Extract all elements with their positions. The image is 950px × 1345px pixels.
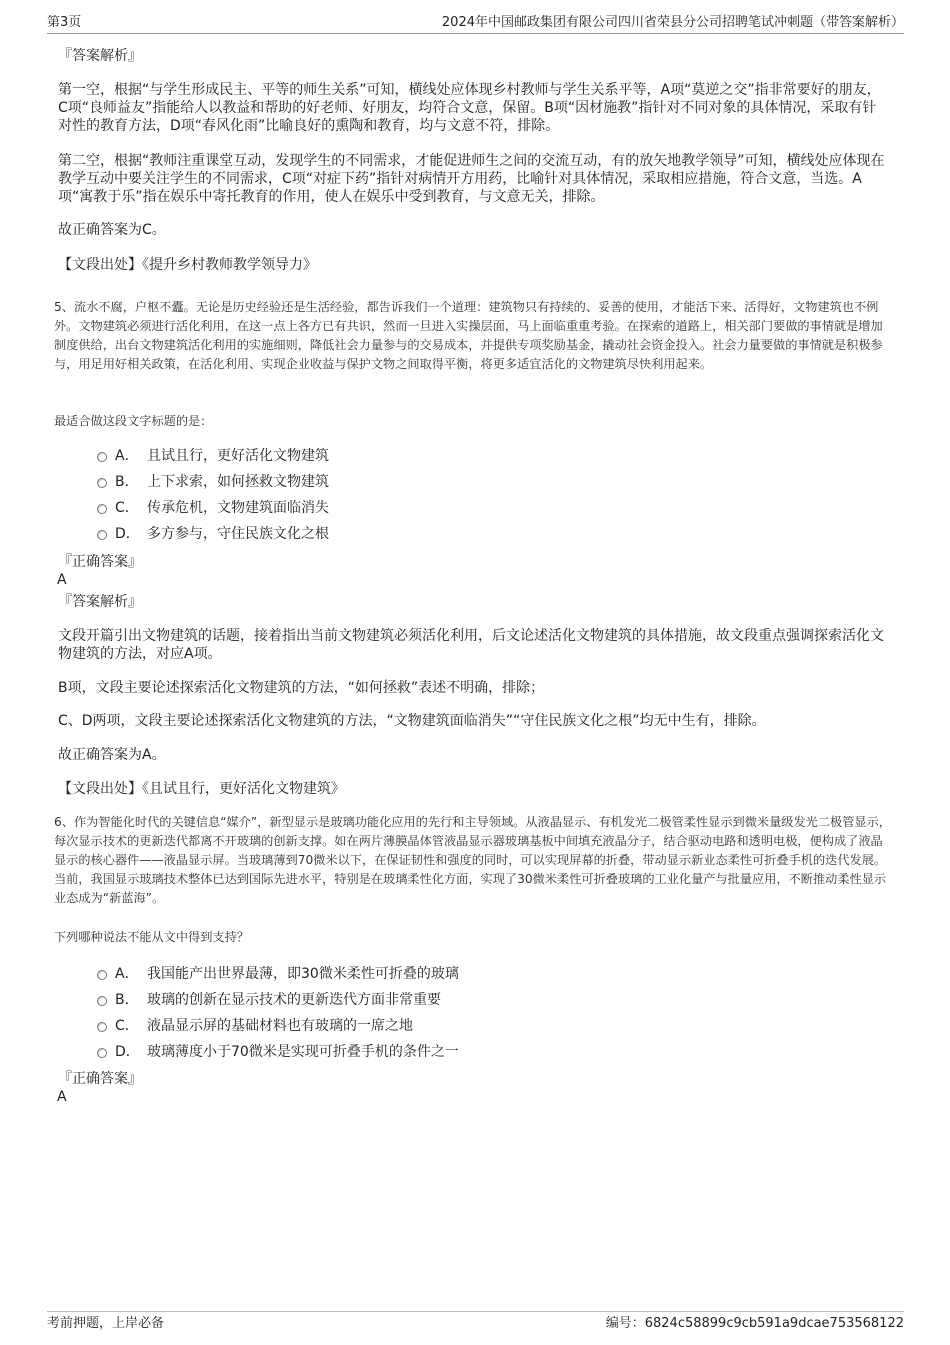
radio-icon[interactable] xyxy=(97,478,107,488)
q4-source: 【文段出处】《提升乡村教师教学领导力》 xyxy=(58,257,317,273)
q6-option-a[interactable]: A． 我国能产出世界最薄，即30微米柔性可折叠的玻璃 xyxy=(97,965,459,985)
q5-source: 【文段出处】《且试且行，更好活化文物建筑》 xyxy=(58,781,345,797)
page-number: 第3页 xyxy=(47,15,82,30)
q5-analysis-1: 文段开篇引出文物建筑的话题，接着指出当前文物建筑必须活化利用，后文论述活化文物建筑的具体措施，故文段重点强调探索活化文物建筑的方法，对应A项。 xyxy=(58,628,884,662)
footer-slogan: 考前押题，上岸必备 xyxy=(47,1316,165,1331)
q5-option-a[interactable]: A． 且试且行，更好活化文物建筑 xyxy=(97,447,329,467)
page-header xyxy=(47,14,904,34)
q4-analysis-label: 『答案解析』 xyxy=(58,48,142,64)
q6-prompt: 下列哪种说法不能从文中得到支持？ xyxy=(54,930,249,944)
q4-conclusion: 故正确答案为C。 xyxy=(58,222,166,238)
q4-analysis-paragraph-2: 第二空，根据“教师注重课堂互动，发现学生的不同需求，才能促进师生之间的交流互动，有的放矢地教学领导”可知，横线处应体现在教学互动中要关注学生的不同需求，C项“对症下药”指针对病情开方用药，比喻针对具体情况，采取相应措施，符合文意，当选。A项“寓教于乐”指在娱乐中寄托教育的作用，使人在娱乐中受到教育，与文意无关，排除。 xyxy=(58,153,885,205)
radio-icon[interactable] xyxy=(97,996,107,1006)
document-title: 2024年中国邮政集团有限公司四川省荣县分公司招聘笔试冲刺题（带答案解析） xyxy=(441,15,904,30)
radio-icon[interactable] xyxy=(97,1022,107,1032)
q5-option-c[interactable]: C． 传承危机，文物建筑面临消失 xyxy=(97,499,329,519)
radio-icon[interactable] xyxy=(97,970,107,980)
q4-analysis-paragraph-1: 第一空，根据“与学生形成民主、平等的师生关系”可知，横线处应体现乡村教师与学生关系平等，A项“莫逆之交”指非常要好的朋友，C项“良师益友”指能给人以教益和帮助的好老师、好朋友，均符合文意，保留。B项“因材施教”指针对不同对象的具体情况，采取有针对性的教育方法，D项“春风化雨”比喻良好的熏陶和教育，均与文意不符，排除。 xyxy=(58,82,881,134)
q5-conclusion: 故正确答案为A。 xyxy=(58,747,166,763)
q6-passage: 6、作为智能化时代的关键信息“媒介”，新型显示是玻璃功能化应用的先行和主导领域。从液晶显示、有机发光二极管柔性显示到微米量级发光二极管显示，每次显示技术的更新迭代都离不开玻璃的创新支撑。如在两片薄膜晶体管液晶显示器玻璃基板中间填充液晶分子，结合驱动电路和透明电极，便构成了液晶显示的核心器件——液晶显示屏。当玻璃薄到70微米以下，在保证韧性和强度的同时，可以实现屏幕的折叠，带动显示新业态柔性可折叠手机的迭代发展。当前，我国显示玻璃技术整体已达到国际先进水平，特别是在玻璃柔性化方面，实现了30微米柔性可折叠玻璃的工业化量产与批量应用，不断推动柔性显示业态成为“新蓝海”。 xyxy=(54,815,891,905)
q5-analysis-2: B项，文段主要论述探索活化文物建筑的方法，“如何拯救”表述不明确，排除； xyxy=(58,680,545,696)
q6-answer-label: 『正确答案』 xyxy=(58,1071,142,1087)
q5-analysis-3: C、D两项，文段主要论述探索活化文物建筑的方法，“文物建筑面临消失”“守住民族文化之根”均无中生有，排除。 xyxy=(58,713,766,729)
q5-passage: 5、流水不腐，户枢不蠹。无论是历史经验还是生活经验，都告诉我们一个道理：建筑物只有持续的、妥善的使用，才能活下来、活得好，文物建筑也不例外。文物建筑必须进行活化利用，在这一点上各方已有共识，然而一旦进入实操层面，马上面临重重考验。在探索的道路上，相关部门要做的事情就是增加制度供给，出台文物建筑活化利用的实施细则，降低社会力量参与的交易成本，并提供专项奖励基金，撬动社会资金投入。社会力量要做的事情就是积极参与，用足用好相关政策，在活化利用、实现企业收益与保护文物之间取得平衡，将更多适宜活化的文物建筑尽快利用起来。 xyxy=(54,300,883,371)
radio-icon[interactable] xyxy=(97,452,107,462)
radio-icon[interactable] xyxy=(97,504,107,514)
q5-prompt: 最适合做这段文字标题的是： xyxy=(54,414,213,428)
q6-option-d[interactable]: D． 玻璃薄度小于70微米是实现可折叠手机的条件之一 xyxy=(97,1043,459,1063)
page-footer xyxy=(47,1311,904,1332)
q6-option-c[interactable]: C． 液晶显示屏的基础材料也有玻璃的一席之地 xyxy=(97,1017,413,1037)
q5-option-d[interactable]: D． 多方参与，守住民族文化之根 xyxy=(97,525,329,545)
document-id: 编号：6824c58899c9cb591a9dcae753568122 xyxy=(605,1316,904,1331)
q5-answer-label: 『正确答案』 xyxy=(58,554,142,570)
q5-answer: A xyxy=(57,572,67,588)
radio-icon[interactable] xyxy=(97,1048,107,1058)
q6-answer: A xyxy=(57,1089,67,1105)
q5-option-b[interactable]: B． 上下求索，如何拯救文物建筑 xyxy=(97,473,329,493)
q6-option-b[interactable]: B． 玻璃的创新在显示技术的更新迭代方面非常重要 xyxy=(97,991,441,1011)
radio-icon[interactable] xyxy=(97,530,107,540)
q5-analysis-label: 『答案解析』 xyxy=(58,594,142,610)
